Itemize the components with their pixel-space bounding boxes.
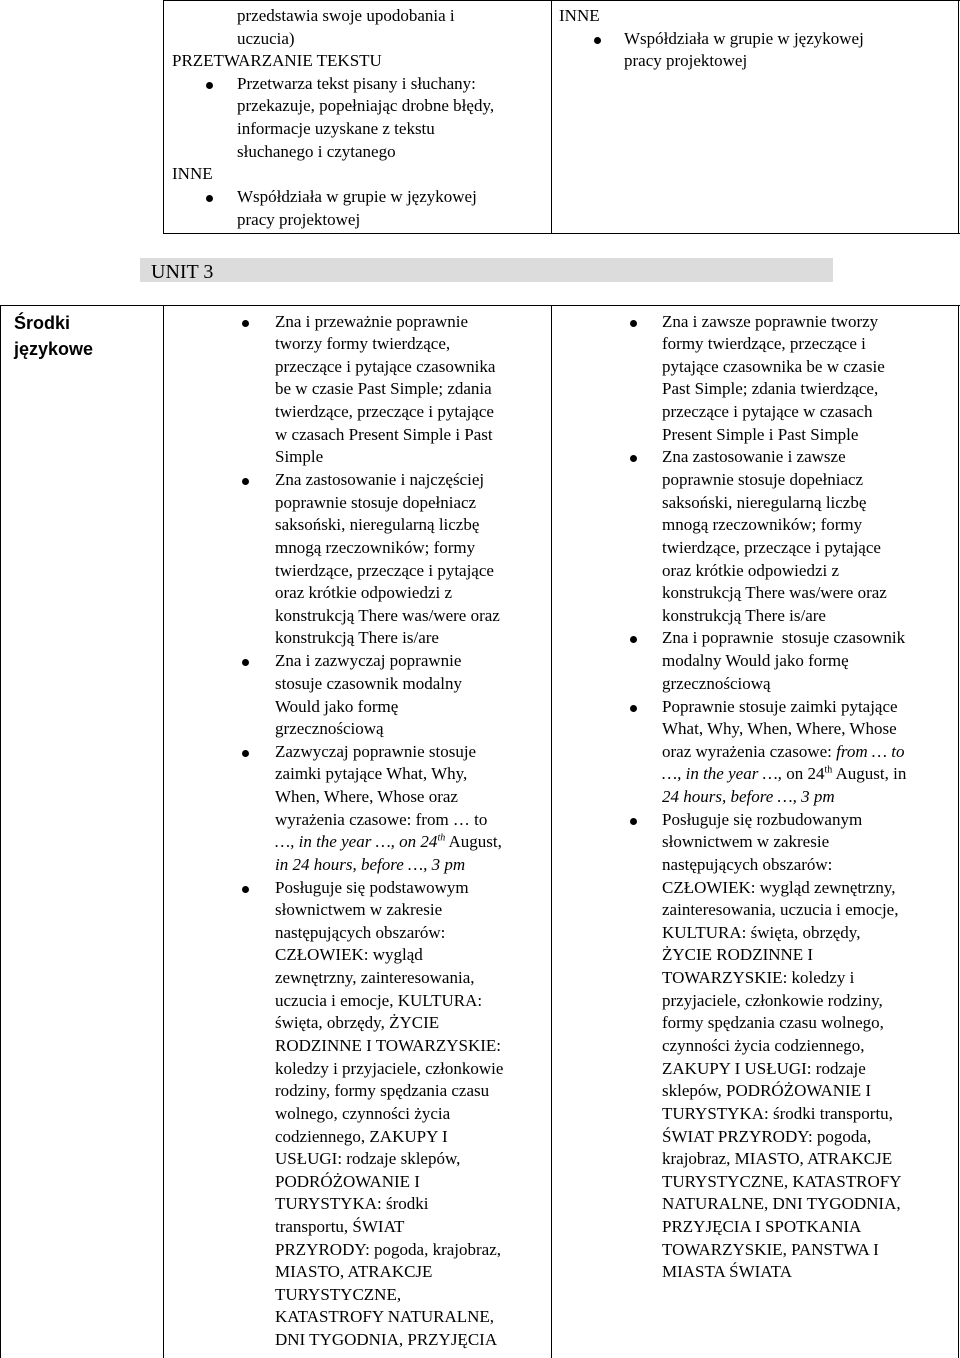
mid-line: wyrażenia czasowe: from … to <box>275 810 488 829</box>
mid-line: Zazwyczaj poprawnie stosuje <box>275 742 477 761</box>
top-table-bottom-border <box>163 233 960 234</box>
right-line: What, Why, When, Where, Whose <box>662 719 897 738</box>
right-line: przyjaciele, członkowie rodziny, <box>662 991 883 1010</box>
right-line: sklepów, PODRÓŻOWANIE I <box>662 1081 872 1100</box>
right-line: NATURALNE, DNI TYGODNIA, <box>662 1194 901 1213</box>
mid-line: Zna zastosowanie i najczęściej <box>275 470 485 489</box>
right-line: ŚWIAT PRZYRODY: pogoda, <box>662 1127 872 1146</box>
mid-line: Zna i przeważnie poprawnie <box>275 312 469 331</box>
top-left-line: informacje uzyskane z tekstu <box>237 119 435 138</box>
main-table-col1-border <box>163 305 164 1358</box>
superscript: th <box>824 764 833 776</box>
right-line: Zna i zawsze poprawnie tworzy <box>662 312 879 331</box>
right-line-part: August, in <box>832 764 907 783</box>
mid-line: in 24 hours, before …, 3 pm <box>275 855 466 874</box>
top-table-mid-border <box>551 0 552 234</box>
mid-line-part: August, <box>445 832 502 851</box>
right-line: oraz krótkie odpowiedzi z <box>662 561 840 580</box>
top-table-right-border <box>958 0 959 234</box>
bullet-icon <box>242 886 249 893</box>
top-left-heading: PRZETWARZANIE TEKSTU <box>172 51 382 70</box>
top-left-line: uczucia) <box>237 29 295 48</box>
right-line: CZŁOWIEK: wygląd zewnętrzny, <box>662 878 896 897</box>
right-line: krajobraz, MIASTO, ATRAKCJE <box>662 1149 893 1168</box>
right-line: zainteresowania, uczucia i emocje, <box>662 900 899 919</box>
right-line-part: oraz wyrażenia czasowe: <box>662 742 837 761</box>
right-line: TOWARZYSKIE: koledzy i <box>662 968 855 987</box>
bullet-icon <box>206 195 213 202</box>
bullet-icon <box>242 750 249 757</box>
bullet-icon <box>630 705 637 712</box>
mid-line: wolnego, czynności życia <box>275 1104 451 1123</box>
right-line: Zna zastosowanie i zawsze <box>662 447 846 466</box>
bullet-icon <box>594 37 601 44</box>
mid-line: następujących obszarów: <box>275 923 446 942</box>
right-line: słownictwem w zakresie <box>662 832 830 851</box>
mid-line: tworzy formy twierdzące, <box>275 334 451 353</box>
mid-line: zewnętrzny, zainteresowania, <box>275 968 475 987</box>
mid-line: USŁUGI: rodzaje sklepów, <box>275 1149 461 1168</box>
top-left-line: Przetwarza tekst pisany i słuchany: <box>237 74 476 93</box>
right-line: PRZYJĘCIA I SPOTKANIA <box>662 1217 862 1236</box>
right-line: ZAKUPY I USŁUGI: rodzaje <box>662 1059 866 1078</box>
unit-title: UNIT 3 <box>151 261 214 283</box>
right-line: mnogą rzeczowników; formy <box>662 515 863 534</box>
right-line: następujących obszarów: <box>662 855 833 874</box>
right-line: modalny Would jako formę <box>662 651 849 670</box>
right-line: Posługuje się rozbudowanym <box>662 810 863 829</box>
right-line: MIASTA ŚWIATA <box>662 1262 792 1281</box>
top-left-line: przekazuje, popełniając drobne błędy, <box>237 96 495 115</box>
mid-line: saksoński, nieregularną liczbę <box>275 515 480 534</box>
right-line: formy spędzania czasu wolnego, <box>662 1013 884 1032</box>
main-table-top-border <box>0 305 960 306</box>
right-line: Zna i poprawnie stosuje czasownik <box>662 628 906 647</box>
main-table-left-border <box>0 305 1 1358</box>
right-line: Past Simple; zdania twierdzące, <box>662 379 879 398</box>
right-line-part: …, in the year …, <box>662 764 787 783</box>
top-left-line: Współdziała w grupie w językowej <box>237 187 477 206</box>
mid-line: codziennego, ZAKUPY I <box>275 1127 448 1146</box>
right-line: TURYSTYCZNE, KATASTROFY <box>662 1172 902 1191</box>
mid-line: RODZINNE I TOWARZYSKIE: <box>275 1036 502 1055</box>
right-line: konstrukcją There is/are <box>662 606 826 625</box>
bullet-icon <box>242 320 249 327</box>
mid-line: koledzy i przyjaciele, członkowie <box>275 1059 504 1078</box>
right-line <box>662 763 906 786</box>
top-right-line: pracy projektowej <box>624 51 748 70</box>
right-line: ŻYCIE RODZINNE I <box>662 945 814 964</box>
mid-line: twierdzące, przeczące i pytające <box>275 402 494 421</box>
main-table-right-border <box>958 305 959 1358</box>
top-table-top-border <box>163 0 960 1</box>
right-line: twierdzące, przeczące i pytające <box>662 538 881 557</box>
mid-line: konstrukcją There is/are <box>275 628 439 647</box>
right-line: poprawnie stosuje dopełniacz <box>662 470 864 489</box>
right-line: saksoński, nieregularną liczbę <box>662 493 867 512</box>
mid-line: When, Where, Whose oraz <box>275 787 458 806</box>
unit-heading-bar <box>140 258 833 282</box>
mid-line: mnogą rzeczowników; formy <box>275 538 476 557</box>
main-table-col2-border <box>551 305 552 1358</box>
top-right-heading: INNE <box>559 6 600 25</box>
mid-line: twierdzące, przeczące i pytające <box>275 561 494 580</box>
mid-line: grzecznościową <box>275 719 384 738</box>
right-line-part: from … to <box>836 742 905 761</box>
mid-line: rodziny, formy spędzania czasu <box>275 1081 490 1100</box>
right-line: KULTURA: święta, obrzędy, <box>662 923 861 942</box>
top-left-line: słuchanego i czytanego <box>237 142 396 161</box>
top-right-line: Współdziała w grupie w językowej <box>624 29 864 48</box>
bullet-icon <box>242 478 249 485</box>
right-line: TOWARZYSKIE, PANSTWA I <box>662 1240 879 1259</box>
right-line: przeczące i pytające w czasach <box>662 402 873 421</box>
right-line: formy twierdzące, przeczące i <box>662 334 866 353</box>
right-line: pytające czasownika be w czasie <box>662 357 885 376</box>
mid-line: CZŁOWIEK: wygląd <box>275 945 423 964</box>
top-left-line: przedstawia swoje upodobania i <box>237 6 455 25</box>
top-left-heading: INNE <box>172 164 213 183</box>
mid-line: TURYSTYCZNE, <box>275 1285 402 1304</box>
mid-line: stosuje czasownik modalny <box>275 674 462 693</box>
mid-line: Simple <box>275 447 324 466</box>
mid-line: KATASTROFY NATURALNE, <box>275 1307 495 1326</box>
mid-line: konstrukcją There was/were oraz <box>275 606 500 625</box>
mid-line: Would jako formę <box>275 697 399 716</box>
bullet-icon <box>206 82 213 89</box>
mid-line: Zna i zazwyczaj poprawnie <box>275 651 462 670</box>
mid-line: PODRÓŻOWANIE I <box>275 1172 420 1191</box>
mid-line: uczucia i emocje, KULTURA: <box>275 991 483 1010</box>
mid-line: święta, obrzędy, ŻYCIE <box>275 1013 440 1032</box>
mid-line <box>275 831 502 854</box>
mid-line-part: …, in the year …, on 24 <box>275 832 438 851</box>
right-line-part: on 24 <box>786 764 825 783</box>
mid-line: w czasach Present Simple i Past <box>275 425 493 444</box>
superscript: th <box>437 832 446 844</box>
right-line: Poprawnie stosuje zaimki pytające <box>662 697 898 716</box>
section-label: językowe <box>14 339 94 359</box>
mid-line: zaimki pytające What, Why, <box>275 764 468 783</box>
top-table-left-border <box>163 0 164 234</box>
bullet-icon <box>242 659 249 666</box>
mid-line: MIASTO, ATRAKCJE <box>275 1262 433 1281</box>
right-line: TURYSTYKA: środki transportu, <box>662 1104 893 1123</box>
right-line: Present Simple i Past Simple <box>662 425 859 444</box>
right-line: grzecznościową <box>662 674 771 693</box>
mid-line: Posługuje się podstawowym <box>275 878 469 897</box>
mid-line: be w czasie Past Simple; zdania <box>275 379 492 398</box>
mid-line: DNI TYGODNIA, PRZYJĘCIA <box>275 1330 498 1349</box>
bullet-icon <box>630 320 637 327</box>
mid-line: oraz krótkie odpowiedzi z <box>275 583 453 602</box>
top-left-line: pracy projektowej <box>237 210 361 229</box>
mid-line: poprawnie stosuje dopełniacz <box>275 493 477 512</box>
mid-line: PRZYRODY: pogoda, krajobraz, <box>275 1240 502 1259</box>
section-label: Środki <box>14 313 71 333</box>
bullet-icon <box>630 636 637 643</box>
right-line: czynności życia codziennego, <box>662 1036 865 1055</box>
right-line: konstrukcją There was/were oraz <box>662 583 887 602</box>
bullet-icon <box>630 818 637 825</box>
bullet-icon <box>630 455 637 462</box>
mid-line: transportu, ŚWIAT <box>275 1217 405 1236</box>
mid-line: przeczące i pytające czasownika <box>275 357 496 376</box>
right-line: 24 hours, before …, 3 pm <box>662 787 835 806</box>
mid-line: słownictwem w zakresie <box>275 900 443 919</box>
mid-line: TURYSTYKA: środki <box>275 1194 429 1213</box>
right-line <box>662 741 904 764</box>
